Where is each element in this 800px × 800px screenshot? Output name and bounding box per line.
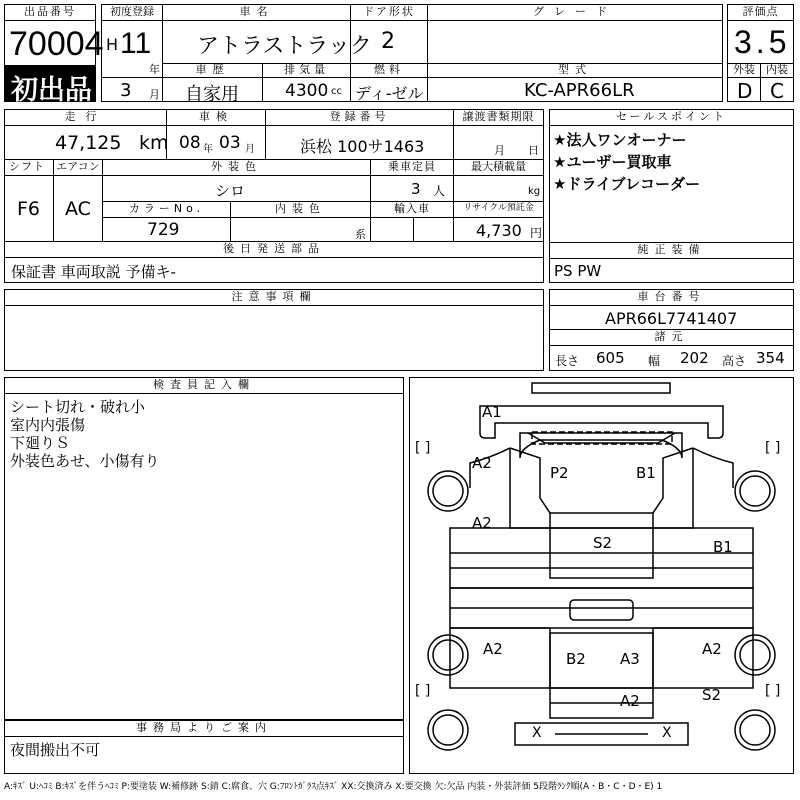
month-unit: 月 [149,88,160,101]
later-parts-value: 保証書 車両取説 予備キ- [11,263,176,281]
interior-grade: C [770,79,784,103]
history-cell [162,77,263,105]
inspection-year-unit: 年 [203,144,213,155]
door-label: ドア形状 [350,4,428,21]
equipment-label: 純正装備 [549,242,794,259]
inspection-year: 08 [179,133,201,153]
history-value: 自家用 [185,84,239,105]
ext-color-value: シロ [215,182,246,200]
damage-mark: B2 [566,650,586,668]
inspector-line: 外装色あせ、小傷有り [10,452,160,470]
bracket-mark: [ ] [415,683,431,699]
import-cell [370,217,454,242]
bracket-mark: [ ] [765,683,781,699]
lot-number: 70004 [9,25,104,63]
transfer-cell [453,125,544,160]
inspection-month: 03 [219,133,241,153]
import-label: 輸入車 [370,201,454,218]
damage-mark: A1 [482,403,502,421]
max-load-unit: kg [528,186,541,197]
transfer-label: 譲渡書類期限 [453,109,544,126]
era-label: H [106,35,119,54]
door-value: 2 [381,29,395,54]
damage-mark: A2 [472,514,492,532]
grade-cell [427,20,723,64]
damage-mark: A2 [483,640,503,658]
capacity-unit: 人 [433,184,446,198]
ext-color-cell [102,175,371,202]
bracket-mark: [ ] [415,440,431,456]
max-load-cell [453,175,544,202]
displacement-label: 排気量 [262,63,351,78]
plate-label: 登録番号 [265,109,454,126]
shift-label: シフト [4,159,54,176]
first-listing-badge [4,65,96,106]
office-value: 夜間搬出不可 [10,741,101,759]
grade-label: グレード [427,4,723,21]
capacity-value: 3 [411,180,421,198]
ac-cell [53,175,103,242]
lot-number-cell [4,20,104,66]
displacement-cell [262,77,351,102]
later-parts-label: 後日発送部品 [4,241,544,258]
first-reg-month: 3 [120,80,132,101]
car-name-cell [162,20,372,64]
inspector-label: 検査員記入欄 [4,377,404,394]
notes-cell [4,305,544,371]
office-cell [4,736,404,774]
replace-mark: X [532,725,542,741]
displacement-value: 4300 [285,81,329,101]
recycle-value: 4,730 [476,221,522,240]
chassis-cell [549,305,794,330]
fuel-cell [350,77,428,102]
year-unit: 年 [149,63,160,76]
int-color-cell [230,217,371,242]
model-label: 型式 [427,63,723,78]
height-value: 354 [756,349,785,367]
damage-mark: B1 [713,538,733,556]
transfer-day-unit: 日 [528,144,539,157]
specs-cell [549,345,794,371]
height-label: 高さ [722,354,747,368]
score-cell [727,20,794,64]
history-label: 車歴 [162,63,263,78]
shift-value: F6 [17,198,41,220]
chassis-number: APR66L7741407 [605,309,738,328]
mileage-cell [4,125,167,160]
interior-grade-label: 内装 [760,63,794,78]
damage-mark: A2 [702,640,722,658]
import-divider [413,218,414,242]
exterior-grade-cell [727,77,761,102]
plate-value: 浜松 100サ1463 [300,137,425,156]
recycle-unit: 円 [530,226,543,240]
sales-point-item: ★ユーザー買取車 [553,153,672,171]
inspector-line: 下廻りＳ [10,434,71,452]
transfer-month-unit: 月 [494,144,505,157]
inspector-cell [4,393,404,720]
recycle-label: リサイクル預託金 [453,201,544,218]
later-parts-cell [4,257,544,283]
door-cell [350,20,428,64]
mileage-value: 47,125 [55,132,122,154]
length-value: 605 [596,349,625,367]
exterior-grade: D [737,79,753,103]
exterior-grade-label: 外装 [727,63,761,78]
capacity-label: 乗車定員 [370,159,454,176]
car-name: アトラストラック [197,34,372,59]
int-color-unit: 系 [355,228,366,241]
fuel-value: ディ-ゼル [355,84,424,103]
length-label: 長さ [555,354,580,368]
mileage-unit: km [139,132,169,154]
inspector-line: シート切れ・破れ小 [10,398,146,416]
specs-label: 諸元 [549,329,794,346]
plate-cell [265,125,454,160]
damage-mark: S2 [702,686,722,704]
inspection-label: 車検 [166,109,266,126]
max-load-label: 最大積載量 [453,159,544,176]
damage-mark: B1 [636,464,656,482]
chassis-label: 車台番号 [549,289,794,306]
damage-mark: P2 [550,464,569,482]
damage-mark: A2 [620,692,640,710]
color-no-value: 729 [147,220,180,240]
interior-grade-cell [760,77,794,102]
ac-label: エアコン [53,159,103,176]
inspection-cell [166,125,266,160]
width-label: 幅 [648,354,661,368]
first-reg-year: 11 [120,27,152,60]
int-color-label: 内装色 [230,201,371,218]
capacity-cell [370,175,454,202]
ext-color-label: 外装色 [102,159,371,176]
lot-number-label: 出品番号 [4,4,96,21]
sales-points-cell [549,125,794,243]
model-cell [427,77,723,102]
legend: A:ｷｽﾞ U:ﾍｺﾐ B:ｷｽﾞを伴うﾍｺﾐ P:要塗装 W:補修跡 S:錆 C:腐食、穴 G:ﾌﾛﾝﾄｶﾞﾗｽ点ｷｽﾞ XX:交換済み X:要交換 欠:欠品 内装・外装評価 5段階ﾗﾝｸ順(A・B・C・D・E) 1 [4,782,663,792]
first-reg-month-cell [101,77,163,102]
equipment-cell [549,258,794,283]
equipment-value: PS PW [554,262,602,280]
sales-points-label: セールスポイント [549,109,794,126]
damage-mark: S2 [593,534,613,552]
displacement-unit: cc [331,86,342,97]
inspection-month-unit: 月 [245,144,255,155]
width-value: 202 [680,349,709,367]
mileage-label: 走行 [4,109,167,126]
sales-point-item: ★法人ワンオーナー [553,131,687,149]
score-label: 評価点 [727,4,794,21]
sales-point-item: ★ドライブレコーダー [553,175,700,193]
color-no-cell [102,217,231,242]
bracket-mark: [ ] [765,440,781,456]
inspector-line: 室内内張傷 [10,416,86,434]
office-label: 事務局よりご案内 [4,720,404,737]
shift-cell [4,175,54,242]
fuel-label: 燃料 [350,63,428,78]
notes-label: 注意事項欄 [4,289,544,306]
score-value: 3.5 [734,24,791,60]
first-listing-text: 初出品 [11,75,92,106]
ac-value: AC [65,198,91,220]
model-value: KC-APR66LR [524,80,635,101]
vehicle-diagram [409,377,794,774]
replace-mark: X [662,725,672,741]
color-no-label: カラーNo. [102,201,231,218]
first-reg-year-cell [101,20,163,78]
truck-outline [410,378,793,773]
car-name-label: 車名 [162,4,351,21]
recycle-cell [453,217,544,242]
damage-mark: A3 [620,650,640,668]
first-reg-label: 初度登録 [101,4,163,21]
damage-mark: A2 [472,454,492,472]
